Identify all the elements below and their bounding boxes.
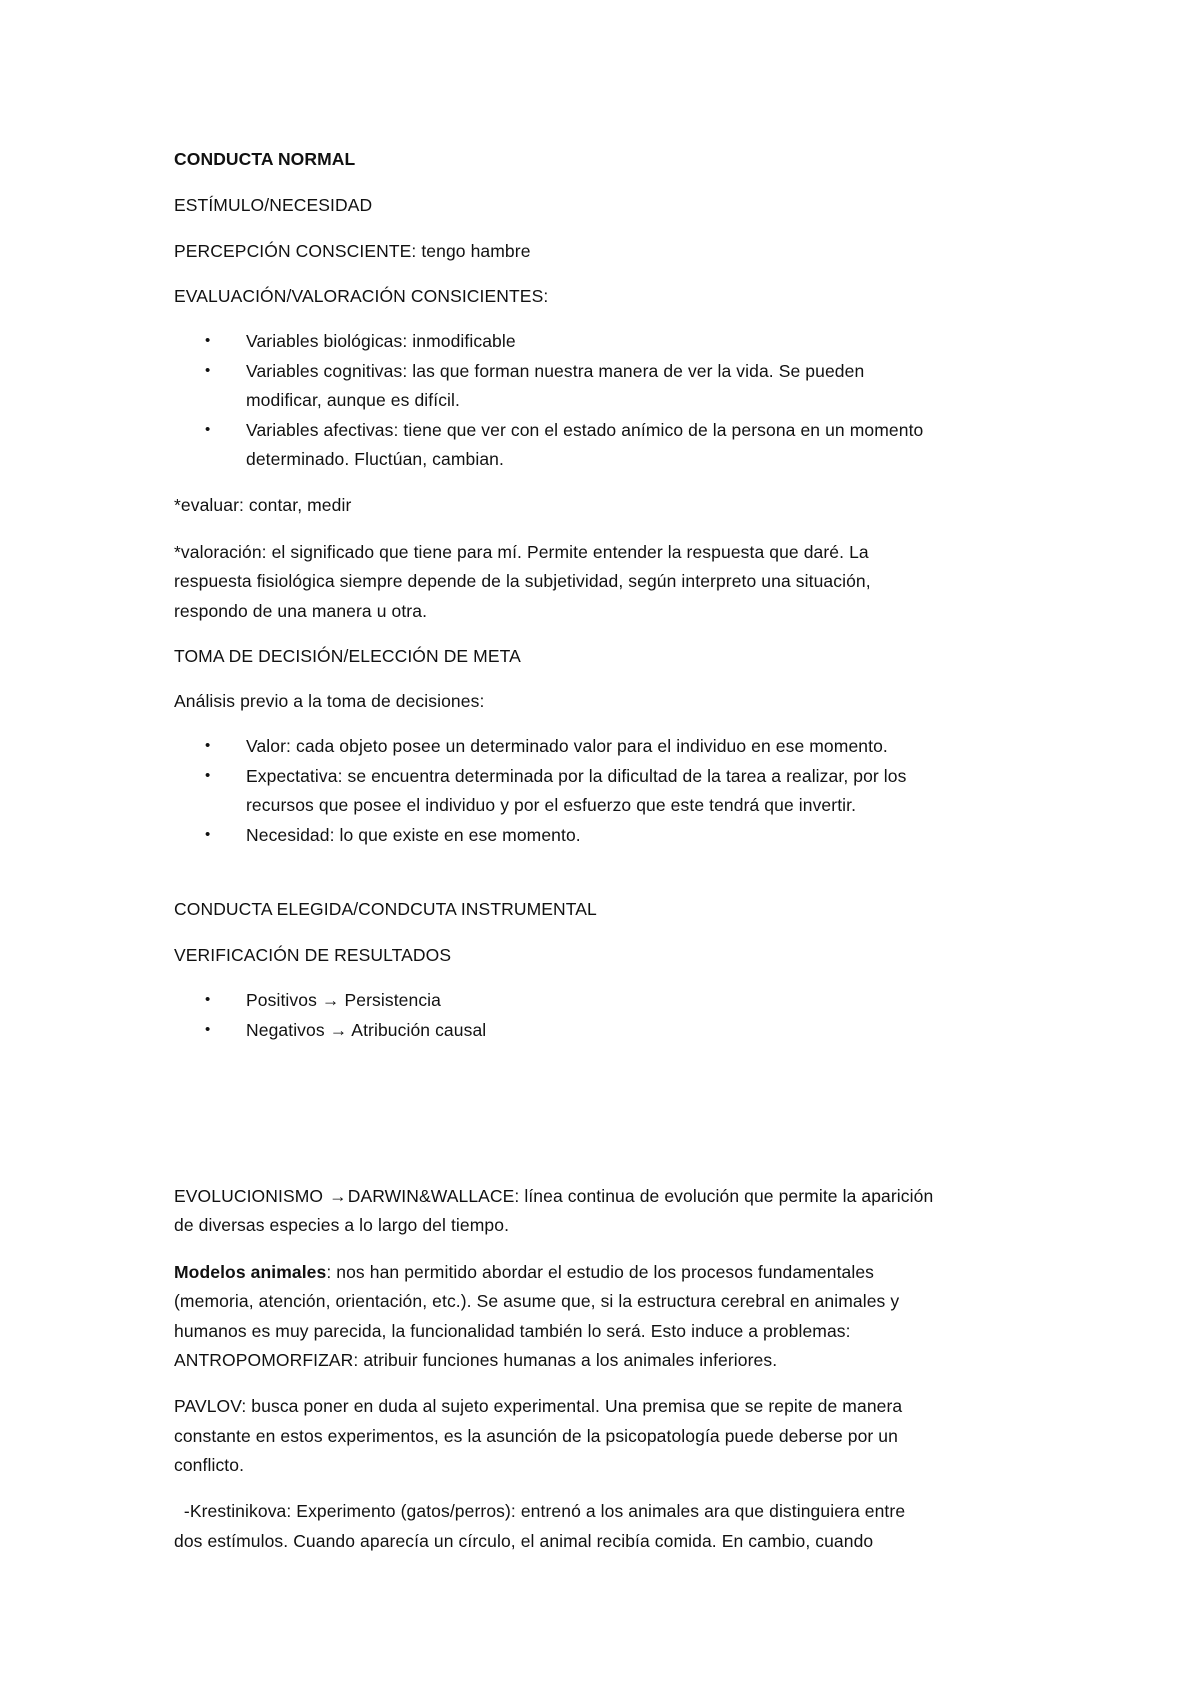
evaluacion-heading: EVALUACIÓN/VALORACIÓN CONSICIENTES:	[174, 286, 549, 306]
bullet-icon: •	[205, 991, 211, 1008]
verificacion-heading: VERIFICACIÓN DE RESULTADOS	[174, 945, 452, 965]
list-item	[246, 1019, 486, 1041]
evolucionismo-line: de diversas especies a lo largo del tiempo.	[174, 1215, 510, 1235]
result-label: Negativos	[246, 1020, 325, 1040]
bullet-icon: •	[205, 362, 211, 379]
arrow-right-icon: →	[329, 1186, 347, 1206]
krestinikova-line: dos estímulos. Cuando aparecía un círculo, el animal recibía comida. En cambio, cuando	[174, 1531, 874, 1551]
list-item: Variables cognitivas: las que forman nuestra manera de ver la vida. Se pueden	[246, 361, 865, 381]
modelos-line: ANTROPOMORFIZAR: atribuir funciones humanas a los animales inferiores.	[174, 1350, 778, 1370]
modelos-line: humanos es muy parecida, la funcionalidad también lo será. Esto induce a problemas:	[174, 1321, 851, 1341]
modelos-line	[174, 1261, 874, 1283]
percepcion-line: PERCEPCIÓN CONSCIENTE: tengo hambre	[174, 241, 531, 261]
list-item: Expectativa: se encuentra determinada por la dificultad de la tarea a realizar, por los	[246, 766, 907, 786]
list-item	[246, 989, 441, 1011]
toma-heading: TOMA DE DECISIÓN/ELECCIÓN DE META	[174, 646, 521, 666]
modelos-line: (memoria, atención, orientación, etc.). Se asume que, si la estructura cerebral en animales y	[174, 1291, 900, 1311]
list-item: Valor: cada objeto posee un determinado valor para el individuo en ese momento.	[246, 736, 888, 756]
result-value: Atribución causal	[351, 1020, 487, 1040]
bullet-icon: •	[205, 332, 211, 349]
list-item-continuation: modificar, aunque es difícil.	[246, 390, 460, 410]
bullet-icon: •	[205, 421, 211, 438]
evaluar-note: *evaluar: contar, medir	[174, 495, 352, 515]
arrow-right-icon: →	[329, 1020, 348, 1040]
list-item-continuation: recursos que posee el individuo y por el esfuerzo que este tendrá que invertir.	[246, 795, 857, 815]
evolucionismo-term: EVOLUCIONISMO	[174, 1186, 324, 1206]
bullet-icon: •	[205, 1021, 211, 1038]
valoracion-note-line: respondo de una manera u otra.	[174, 601, 428, 621]
list-item: Necesidad: lo que existe en ese momento.	[246, 825, 581, 845]
modelos-text: : nos han permitido abordar el estudio de los procesos fundamentales	[326, 1262, 875, 1282]
list-item: Variables afectivas: tiene que ver con el estado anímico de la persona en un momento	[246, 420, 924, 440]
evolucionismo-line	[174, 1185, 933, 1207]
krestinikova-line: -Krestinikova: Experimento (gatos/perros): entrenó a los animales ara que distinguiera entre	[174, 1501, 906, 1521]
pavlov-line: conflicto.	[174, 1455, 245, 1475]
bullet-icon: •	[205, 767, 211, 784]
valoracion-note-line: *valoración: el significado que tiene para mí. Permite entender la respuesta que daré. La	[174, 542, 869, 562]
result-value: Persistencia	[344, 990, 442, 1010]
bullet-icon: •	[205, 737, 211, 754]
estimulo-heading: ESTÍMULO/NECESIDAD	[174, 195, 373, 215]
bullet-icon: •	[205, 826, 211, 843]
result-label: Positivos	[246, 990, 317, 1010]
pavlov-line: constante en estos experimentos, es la asunción de la psicopatología puede deberse por un	[174, 1426, 898, 1446]
conducta-elegida-heading: CONDUCTA ELEGIDA/CONDCUTA INSTRUMENTAL	[174, 899, 597, 919]
arrow-right-icon: →	[321, 990, 340, 1010]
pavlov-line: PAVLOV: busca poner en duda al sujeto experimental. Una premisa que se repite de manera	[174, 1396, 903, 1416]
list-item: Variables biológicas: inmodificable	[246, 331, 516, 351]
list-item-continuation: determinado. Fluctúan, cambian.	[246, 449, 504, 469]
document-title: CONDUCTA NORMAL	[174, 149, 356, 169]
modelos-term: Modelos animales	[174, 1262, 327, 1282]
analisis-heading: Análisis previo a la toma de decisiones:	[174, 691, 485, 711]
evolucionismo-text: DARWIN&WALLACE: línea continua de evolución que permite la aparición	[347, 1186, 934, 1206]
valoracion-note-line: respuesta fisiológica siempre depende de la subjetividad, según interpreto una situación,	[174, 571, 871, 591]
